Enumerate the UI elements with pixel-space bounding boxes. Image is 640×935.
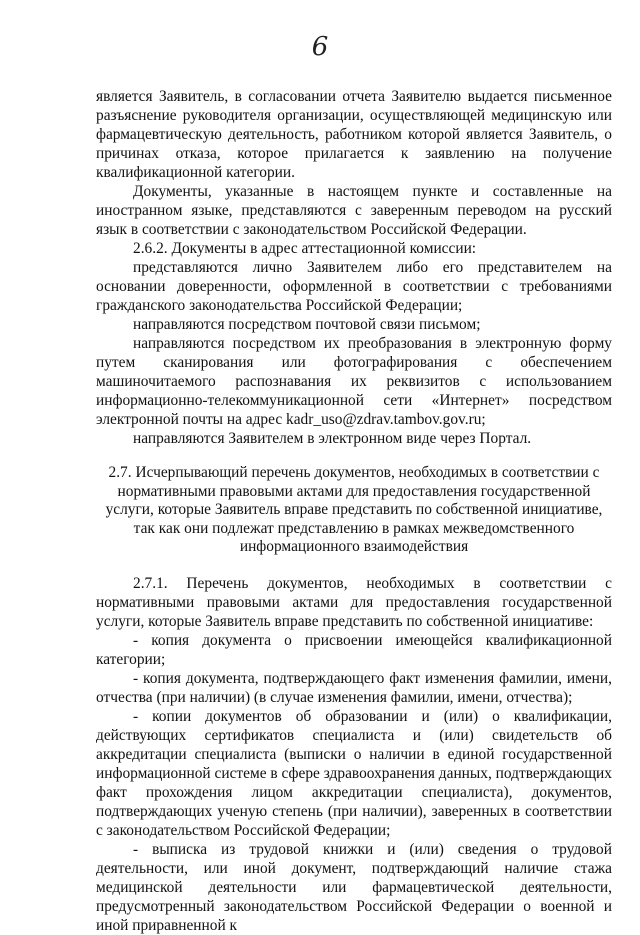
paragraph: представляются лично Заявителем либо его представителем на основании доверенности, оформленной в соответствии с требованиями гражданского законодательства Российской Федерации; — [96, 259, 612, 314]
document-body — [96, 87, 612, 935]
list-item: - выписка из трудовой книжки и (или) сведения о трудовой деятельности, или иной документ, подтверждающий наличие стажа медицинской деятельности или фармацевтической деятельности, предусмотренный законодательством Российской Федерации о военной и иной приравненной к — [96, 840, 612, 934]
paragraph: направляются Заявителем в электронном виде через Портал. — [133, 430, 532, 447]
paragraph: Документы, указанные в настоящем пункте и составленные на иностранном языке, представляются с заверенным переводом на русский язык в соответствии с законодательством Российской Федерации. — [96, 183, 612, 238]
list-intro: 2.7.1. Перечень документов, необходимых в соответствии с нормативными правовыми актами для предоставления государственной услуги, которые Заявитель вправе представить по собственной инициативе: — [96, 574, 612, 630]
paragraph: направляются посредством почтовой связи письмом; — [133, 316, 481, 333]
paragraph: направляются посредством их преобразования в электронную форму путем сканирования или фотографирования с обеспечением машиночитаемого распознавания их реквизитов с использованием информационно-телекоммуникационной сети «Интернет» посредством электронной почты на адрес kadr_uso@zdrav.tambov.gov.ru; — [96, 335, 612, 428]
paragraph: является Заявитель, в согласовании отчета Заявителю выдается письменное разъяснение руководителя организации, осуществляющей медицинскую или фармацевтическую деятельность, работником которой является Заявитель, о причинах отказа, которое прилагается к заявлению на получение квалификационной категории. — [96, 88, 612, 181]
page-number: 6 — [311, 32, 329, 62]
section-heading: 2.7. Исчерпывающий перечень документов, необходимых в соответствии с нормативными правовыми актами для предоставления государственной услуги, которые Заявитель вправе представить по собственной инициативе, так как они подлежат представлению в рамках межведомственного информационного взаимодействия — [105, 464, 603, 555]
list-item: - копии документов об образовании и (или) о квалификации, действующих сертификатов специалиста и (или) свидетельств об аккредитации специалиста (выписки о наличии в единой государственной информационной системе в сфере здравоохранения данных, подтверждающих факт прохождения лицом аккредитации специалиста), документов, подтверждающих ученую степень (при наличии), заверенных в соответствии с законодательством Российской Федерации; — [96, 707, 612, 839]
subsection-title: 2.6.2. Документы в адрес аттестационной комиссии: — [133, 240, 477, 257]
list-item: - копия документа, подтверждающего факт изменения фамилии, имени, отчества (при наличии) (в случае изменения фамилии, имени, отчества); — [96, 669, 612, 706]
list-item: - копия документа о присвоении имеющейся квалификационной категории; — [96, 631, 612, 668]
